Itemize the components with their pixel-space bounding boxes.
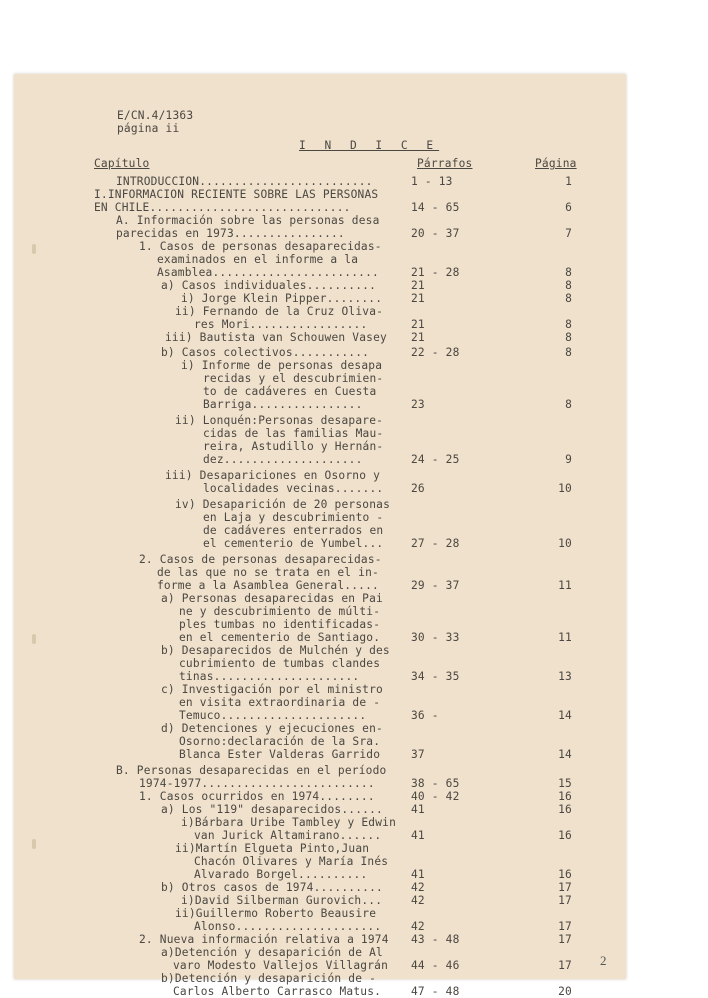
toc-entry-page: 17 bbox=[558, 894, 572, 907]
toc-entry-page: 11 bbox=[558, 579, 572, 592]
toc-entry-page: 1 bbox=[565, 175, 572, 188]
toc-entry-paragraphs: 1 - 13 bbox=[411, 175, 453, 188]
toc-entry-paragraphs: 26 bbox=[411, 482, 425, 495]
toc-entry-paragraphs: 23 bbox=[411, 398, 425, 411]
toc-entry-text: Osorno:declaración de la Sra. bbox=[179, 735, 381, 748]
toc-entry-page: 10 bbox=[558, 482, 572, 495]
toc-entry-text: Alonso..................... bbox=[194, 920, 382, 933]
toc-entry-paragraphs: 21 bbox=[411, 331, 425, 344]
toc-entry-text: ii)Martín Elgueta Pinto,Juan bbox=[175, 842, 370, 855]
toc-entry-text: i) Informe de personas desapa bbox=[181, 359, 383, 372]
toc-entry-paragraphs: 42 bbox=[411, 920, 425, 933]
toc-entry-paragraphs: 27 - 28 bbox=[411, 537, 460, 550]
punch-hole-mark bbox=[32, 634, 36, 644]
column-header-chapter: Capítulo bbox=[94, 157, 150, 170]
toc-entry-paragraphs: 30 - 33 bbox=[411, 631, 460, 644]
toc-entry-page: 14 bbox=[558, 748, 572, 761]
toc-entry-text: cidas de las familias Mau- bbox=[203, 427, 384, 440]
toc-entry-text: ne y descubrimiento de múlti- bbox=[179, 605, 381, 618]
toc-entry-text: de las que no se trata en el in- bbox=[157, 566, 379, 579]
toc-entry-text: en visita extraordinaria de - bbox=[179, 696, 381, 709]
toc-entry-page: 10 bbox=[558, 537, 572, 550]
toc-entry-text: el cementerio de Yumbel... bbox=[203, 537, 384, 550]
toc-entry-text: van Jurick Altamirano...... bbox=[194, 829, 382, 842]
toc-entry-text: Barriga................ bbox=[203, 398, 363, 411]
toc-entry-text: a) Los "119" desaparecidos...... bbox=[161, 803, 383, 816]
toc-entry-text: a) Personas desaparecidas en Pai bbox=[161, 592, 383, 605]
toc-entry-text: res Mori................. bbox=[194, 318, 368, 331]
toc-entry-page: 11 bbox=[558, 631, 572, 644]
toc-entry-paragraphs: 42 bbox=[411, 881, 425, 894]
toc-entry-text: iii) Desapariciones en Osorno y bbox=[165, 469, 380, 482]
toc-entry-paragraphs: 41 bbox=[411, 803, 425, 816]
toc-entry-page: 15 bbox=[558, 777, 572, 790]
toc-entry-text: Chacón Olivares y María Inés bbox=[194, 855, 389, 868]
toc-entry-text: ii) Lonquén:Personas desapare- bbox=[175, 414, 384, 427]
toc-entry-paragraphs: 29 - 37 bbox=[411, 579, 460, 592]
toc-entry-page: 8 bbox=[565, 346, 572, 359]
toc-entry-text: de cadáveres enterrados en bbox=[203, 524, 384, 537]
toc-entry-page: 17 bbox=[558, 920, 572, 933]
toc-entry-page: 16 bbox=[558, 803, 572, 816]
punch-hole-mark bbox=[32, 244, 36, 254]
toc-entry-page: 8 bbox=[565, 266, 572, 279]
column-header-paragraphs: Párrafos bbox=[417, 157, 473, 170]
toc-entry-page: 8 bbox=[565, 279, 572, 292]
toc-entry-page: 8 bbox=[565, 292, 572, 305]
toc-entry-page: 20 bbox=[558, 985, 572, 998]
toc-entry-paragraphs: 43 - 48 bbox=[411, 933, 460, 946]
toc-entry-text: b) Desaparecidos de Mulchén y des bbox=[161, 644, 390, 657]
toc-entry-page: 13 bbox=[558, 670, 572, 683]
toc-entry-page: 9 bbox=[565, 453, 572, 466]
toc-entry-text: ii)Guillermo Roberto Beausire bbox=[175, 907, 377, 920]
toc-entry-text: b) Casos colectivos........... bbox=[161, 346, 370, 359]
toc-entry-text: i)David Silberman Gurovich... bbox=[181, 894, 383, 907]
toc-entry-text: en el cementerio de Santiago. bbox=[179, 631, 381, 644]
toc-entry-text: i) Jorge Klein Pipper........ bbox=[181, 292, 383, 305]
toc-entry-paragraphs: 36 - bbox=[411, 709, 439, 722]
toc-entry-paragraphs: 37 bbox=[411, 748, 425, 761]
toc-entry-page: 17 bbox=[558, 933, 572, 946]
toc-entry-text: 1974-1977......................... bbox=[139, 777, 375, 790]
toc-entry-text: Blanca Ester Valderas Garrido bbox=[179, 748, 381, 761]
toc-entry-text: A. Información sobre las personas desa bbox=[116, 214, 380, 227]
toc-entry-text: varo Modesto Vallejos Villagrán bbox=[173, 959, 388, 972]
toc-entry-paragraphs: 21 bbox=[411, 318, 425, 331]
toc-entry-page: 16 bbox=[558, 829, 572, 842]
toc-entry-paragraphs: 22 - 28 bbox=[411, 346, 460, 359]
toc-entry-paragraphs: 41 bbox=[411, 868, 425, 881]
toc-entry-text: b) Otros casos de 1974.......... bbox=[161, 881, 383, 894]
toc-entry-paragraphs: 40 - 42 bbox=[411, 790, 460, 803]
toc-entry-text: examinados en el informe a la bbox=[157, 253, 359, 266]
toc-entry-text: EN CHILE............................. bbox=[94, 201, 351, 214]
toc-entry-text: localidades vecinas....... bbox=[203, 482, 384, 495]
toc-entry-text: Asamblea........................ bbox=[157, 266, 379, 279]
toc-entry-page: 7 bbox=[565, 227, 572, 240]
toc-entry-text: ples tumbas no identificadas- bbox=[179, 618, 381, 631]
toc-entry-text: reira, Astudillo y Hernán- bbox=[203, 440, 384, 453]
index-title: I N D I C E bbox=[299, 139, 440, 152]
toc-entry-text: cubrimiento de tumbas clandes bbox=[179, 657, 381, 670]
toc-entry-page: 17 bbox=[558, 959, 572, 972]
toc-entry-paragraphs: 21 bbox=[411, 292, 425, 305]
toc-entry-text: I.INFORMACION RECIENTE SOBRE LAS PERSONAS bbox=[94, 188, 379, 201]
toc-entry-page: 16 bbox=[558, 790, 572, 803]
toc-entry-text: Carlos Alberto Carrasco Matus. bbox=[173, 985, 382, 998]
toc-entry-paragraphs: 44 - 46 bbox=[411, 959, 460, 972]
toc-entry-page: 17 bbox=[558, 881, 572, 894]
toc-entry-paragraphs: 24 - 25 bbox=[411, 453, 460, 466]
toc-entry-text: dez.................... bbox=[203, 453, 363, 466]
toc-entry-paragraphs: 20 - 37 bbox=[411, 227, 460, 240]
toc-entry-text: 1. Casos de personas desaparecidas- bbox=[139, 240, 382, 253]
toc-entry-paragraphs: 14 - 65 bbox=[411, 201, 460, 214]
toc-entry-text: forme a la Asamblea General..... bbox=[157, 579, 379, 592]
toc-entry-text: 1. Casos ocurridos en 1974........ bbox=[139, 790, 375, 803]
toc-entry-page: 16 bbox=[558, 868, 572, 881]
toc-entry-paragraphs: 38 - 65 bbox=[411, 777, 460, 790]
toc-entry-text: 2. Casos de personas desaparecidas- bbox=[139, 553, 382, 566]
toc-entry-page: 14 bbox=[558, 709, 572, 722]
toc-entry-text: b)Detención y desaparición de - bbox=[161, 972, 376, 985]
toc-entry-text: a)Detención y desaparición de Al bbox=[161, 946, 383, 959]
toc-entry-text: recidas y el descubrimien- bbox=[203, 372, 384, 385]
toc-entry-text: Temuco..................... bbox=[179, 709, 367, 722]
toc-entry-page: 8 bbox=[565, 398, 572, 411]
toc-entry-text: iii) Bautista van Schouwen Vasey bbox=[165, 331, 387, 344]
toc-entry-page: 8 bbox=[565, 331, 572, 344]
handwritten-page-number: 2 bbox=[600, 953, 607, 968]
toc-entry-text: 2. Nueva información relativa a 1974 bbox=[139, 933, 389, 946]
toc-entry-text: en Laja y descubrimiento - bbox=[203, 511, 384, 524]
toc-entry-text: d) Detenciones y ejecuciones en- bbox=[161, 722, 383, 735]
toc-entry-paragraphs: 41 bbox=[411, 829, 425, 842]
toc-entry-paragraphs: 47 - 48 bbox=[411, 985, 460, 998]
toc-entry-paragraphs: 42 bbox=[411, 894, 425, 907]
toc-entry-text: parecidas en 1973................ bbox=[116, 227, 345, 240]
column-header-page: Página bbox=[535, 157, 577, 170]
toc-entry-text: Alvarado Borgel.......... bbox=[194, 868, 368, 881]
toc-entry-paragraphs: 21 - 28 bbox=[411, 266, 460, 279]
toc-entry-text: tinas..................... bbox=[179, 670, 360, 683]
page-label: página ii bbox=[117, 122, 180, 135]
punch-hole-mark bbox=[32, 839, 36, 849]
toc-entry-text: to de cadáveres en Cuesta bbox=[203, 385, 377, 398]
toc-entry-text: i)Bárbara Uribe Tambley y Edwin bbox=[181, 816, 396, 829]
toc-entry-text: INTRODUCCION......................... bbox=[116, 175, 373, 188]
toc-entry-text: c) Investigación por el ministro bbox=[161, 683, 383, 696]
toc-entry-text: iv) Desaparición de 20 personas bbox=[175, 498, 390, 511]
document-reference: E/CN.4/1363 bbox=[117, 109, 194, 122]
document-page bbox=[14, 74, 626, 998]
toc-entry-paragraphs: 21 bbox=[411, 279, 425, 292]
toc-entry-text: a) Casos individuales.......... bbox=[161, 279, 376, 292]
toc-entry-paragraphs: 34 - 35 bbox=[411, 670, 460, 683]
toc-entry-page: 6 bbox=[565, 201, 572, 214]
toc-entry-text: ii) Fernando de la Cruz Oliva- bbox=[175, 305, 384, 318]
toc-entry-page: 8 bbox=[565, 318, 572, 331]
toc-entry-text: B. Personas desaparecidas en el período bbox=[116, 764, 387, 777]
